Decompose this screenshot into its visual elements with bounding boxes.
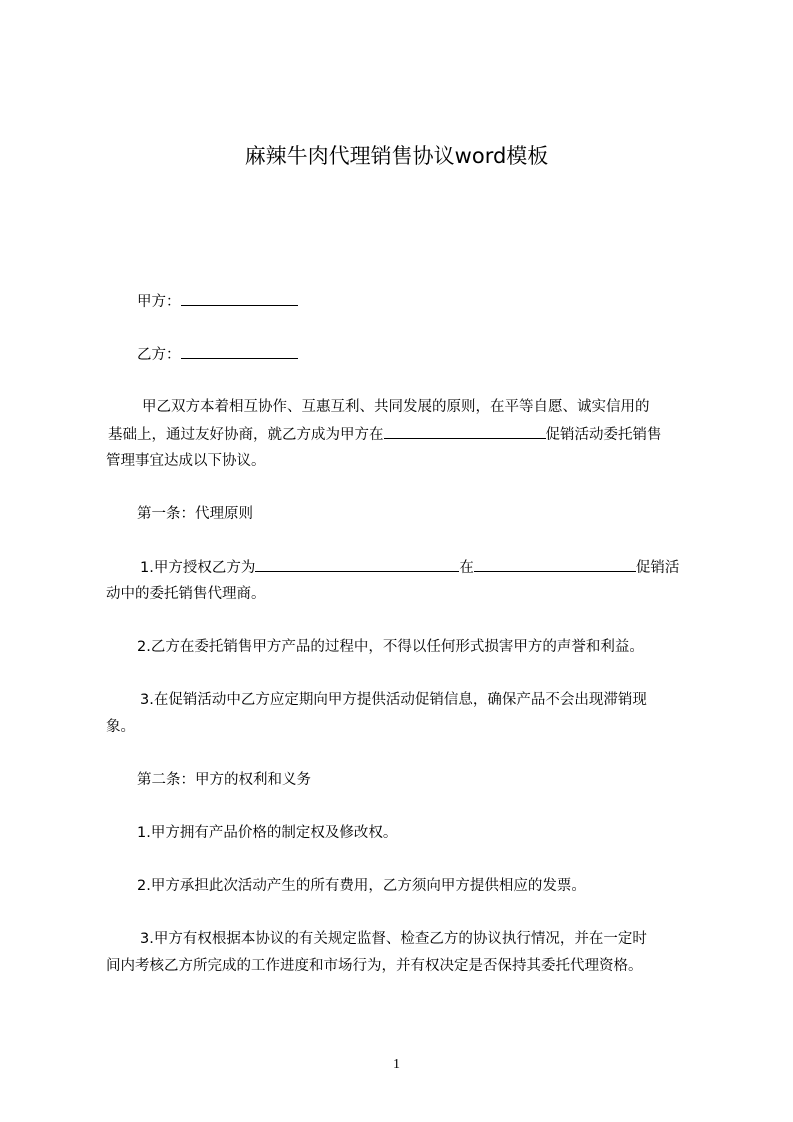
activity-name-blank xyxy=(474,557,636,572)
party-b-line xyxy=(137,344,298,365)
intro-line-2 xyxy=(108,424,662,445)
party-a-line xyxy=(137,291,298,312)
intro-line-2-before: 基础上，通过友好协商，就乙方成为甲方在 xyxy=(108,427,384,443)
intro-line-3: 管理事宜达成以下协议。 xyxy=(106,453,266,469)
article-1-item-1-before: 1.甲方授权乙方为 xyxy=(140,560,256,576)
promotion-name-blank xyxy=(384,424,546,439)
article-1-item-1-line-2: 动中的委托销售代理商。 xyxy=(106,586,266,602)
document-title: 麻辣牛肉代理销售协议word模板 xyxy=(244,144,549,168)
article-2-item-2: 2.甲方承担此次活动产生的所有费用，乙方须向甲方提供相应的发票。 xyxy=(137,878,586,894)
article-1-item-3-line-1: 3.在促销活动中乙方应定期向甲方提供活动促销信息，确保产品不会出现滞销现 xyxy=(140,692,647,708)
agent-type-blank xyxy=(255,557,459,572)
page-number: 1 xyxy=(393,1057,400,1072)
party-b-label: 乙方： xyxy=(137,347,181,363)
article-2-item-3-line-1: 3.甲方有权根据本协议的有关规定监督、检查乙方的协议执行情况，并在一定时 xyxy=(140,931,647,947)
party-b-blank xyxy=(181,344,298,359)
article-2-item-3-line-2: 间内考核乙方所完成的工作进度和市场行为，并有权决定是否保持其委托代理资格。 xyxy=(106,958,643,974)
intro-line-2-after: 促销活动委托销售 xyxy=(545,427,662,443)
article-1-item-3-line-2: 象。 xyxy=(106,719,135,735)
party-a-blank xyxy=(181,291,298,306)
article-1-item-1-mid: 在 xyxy=(459,560,474,576)
intro-line-1: 甲乙双方本着相互协作、互惠互利、共同发展的原则，在平等自愿、诚实信用的 xyxy=(142,399,650,415)
party-a-label: 甲方： xyxy=(137,294,181,310)
article-1-item-1 xyxy=(140,557,679,578)
article-2-item-1: 1.甲方拥有产品价格的制定权及修改权。 xyxy=(137,825,398,841)
article-1-item-1-after: 促销活 xyxy=(635,560,680,576)
article-2-heading: 第二条：甲方的权利和义务 xyxy=(137,772,311,788)
article-1-item-2: 2.乙方在委托销售甲方产品的过程中，不得以任何形式损害甲方的声誉和利益。 xyxy=(137,639,644,655)
article-1-heading: 第一条：代理原则 xyxy=(137,506,253,522)
